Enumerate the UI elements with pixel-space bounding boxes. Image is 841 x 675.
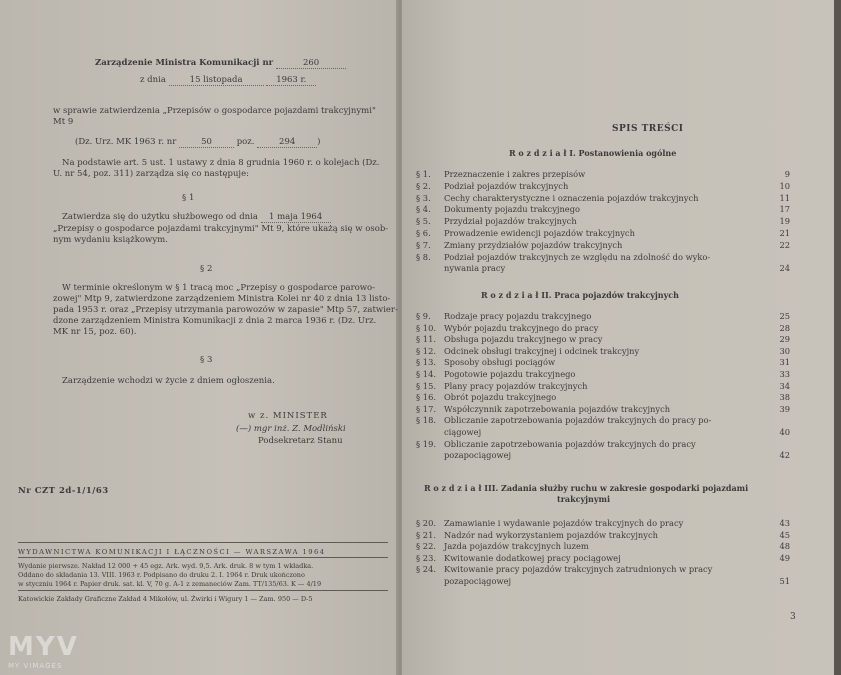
toc-entry-label: Przeznaczenie i zakres przepisów	[444, 169, 586, 179]
toc-entry-label: Współczynnik zapotrzebowania pojazdów trakcyjnych	[444, 403, 671, 414]
toc-section-number: § 11.	[416, 334, 436, 345]
toc-page-number: 43	[779, 518, 790, 528]
toc-page-number: 40	[779, 427, 790, 437]
paragraph-3-mark: § 3	[200, 355, 213, 365]
toc-entry-label: ciągowej	[444, 427, 482, 437]
toc-entry	[416, 357, 790, 367]
chapter-3-heading-line-2: trakcyjnymi	[557, 494, 611, 504]
toc-entry	[416, 252, 790, 262]
toc-page-number: 45	[779, 529, 790, 540]
toc-page-number: 34	[779, 380, 790, 391]
toc-section-number: § 23.	[416, 552, 436, 563]
paragraph-2-line-3: pada 1953 r. oraz „Przepisy utrzymania parowozów w zapasie" Mtp 57, zatwier-	[53, 305, 398, 315]
toc-section-number: § 13.	[416, 357, 436, 368]
ordinance-heading: Zarządzenie Ministra Komunikacji nr 260	[95, 58, 346, 69]
toc-entry	[416, 346, 790, 356]
toc-entry	[416, 450, 790, 460]
subject-line-2: Mt 9	[53, 117, 74, 127]
toc-page-number: 29	[779, 334, 790, 345]
toc-entry-label: Dokumenty pojazdu trakcyjnego	[444, 204, 581, 215]
paragraph-3-text: Zarządzenie wchodzi w życie z dniem ogłoszenia.	[62, 376, 275, 386]
toc-page-number: 25	[779, 311, 790, 321]
toc-page-number: 22	[779, 239, 790, 250]
toc-page-number: 11	[779, 192, 790, 203]
page-number: 3	[790, 612, 796, 622]
chapter-3-heading-line-1: R o z d z i a ł III. Zadania służby ruchu w zakresie gospodarki pojazdami	[424, 483, 749, 493]
toc-page-number: 17	[779, 204, 790, 215]
toc-page-number: 21	[779, 228, 790, 238]
toc-entry-label: Obsługa pojazdu trakcyjnego w pracy	[444, 334, 603, 345]
toc-entry-label: Cechy charakterystyczne i oznaczenia pojazdów trakcyjnych	[444, 192, 699, 203]
imprint-line-2: Oddano do składania 13. VIII. 1963 r. Podpisano do druku 2. I. 1964 r. Druk ukończono	[18, 571, 305, 579]
toc-entry	[416, 369, 790, 379]
toc-page-number: 9	[784, 169, 790, 179]
toc-entry-label: Kwitowanie dodatkowej pracy pociągowej	[444, 552, 621, 563]
page-edge	[834, 0, 841, 675]
toc-entry	[416, 181, 790, 191]
toc-section-number: § 18.	[416, 415, 436, 426]
toc-section-number: § 15.	[416, 380, 436, 391]
signature-line-3: Podsekretarz Stanu	[258, 436, 343, 446]
ordinance-date: z dnia 15 listopada 1963 r.	[140, 75, 316, 86]
toc-page-number: 24	[779, 263, 790, 274]
toc-section-number: § 4.	[416, 204, 431, 215]
toc-entry-label: Obliczanie zapotrzebowania pojazdów trakcyjnych do pracy	[444, 438, 696, 449]
toc-section-number: § 5.	[416, 216, 431, 227]
toc-entry	[416, 415, 790, 425]
dz-reference: (Dz. Urz. MK 1963 r. nr 50 poz. 294 )	[75, 137, 321, 147]
paragraph-2-line-2: zowej" Mtp 9, zatwierdzone zarządzeniem Ministra Kolei nr 40 z dnia 13 listo-	[53, 294, 391, 304]
toc-entry-label: Obliczanie zapotrzebowania pojazdów trakcyjnych do pracy po-	[444, 415, 712, 426]
toc-entry-label: Wybór pojazdu trakcyjnego do pracy	[444, 322, 599, 333]
toc-section-number: § 21.	[416, 529, 436, 540]
toc-section-number: § 3.	[416, 192, 431, 203]
toc-page-number: 39	[779, 403, 790, 414]
toc-page-number: 28	[779, 322, 790, 333]
toc-page-number: 48	[779, 541, 790, 552]
subject-line-1: w sprawie zatwierdzenia „Przepisów o gospodarce pojazdami trakcyjnymi"	[53, 106, 376, 116]
toc-page-number: 33	[779, 369, 790, 379]
paragraph-1-line-2: „Przepisy o gospodarce pojazdami trakcyjnymi" Mt 9, które ukażą się w osob-	[53, 224, 389, 234]
chapter-1-heading: R o z d z i a ł I. Postanowienia ogólne	[509, 148, 677, 158]
toc-entry-label: Kwitowanie pracy pojazdów trakcyjnych zatrudnionych w pracy	[444, 564, 713, 575]
toc-entry	[416, 427, 790, 437]
signature-line-1: w z. MINISTER	[248, 411, 328, 421]
toc-entry	[416, 439, 790, 449]
paragraph-1-mark: § 1	[182, 193, 195, 203]
toc-section-number: § 16.	[416, 392, 436, 403]
paragraph-2-mark: § 2	[200, 264, 213, 274]
toc-entry-label: Rodzaje pracy pojazdu trakcyjnego	[444, 311, 592, 321]
toc-entry	[416, 576, 790, 586]
toc-entry-label: Podział pojazdów trakcyjnych	[444, 180, 569, 191]
toc-section-number: § 2.	[416, 180, 431, 191]
toc-entry	[416, 240, 790, 250]
toc-entry	[416, 263, 790, 273]
imprint-line-1: Wydanie pierwsze. Nakład 12 000 + 45 egz. Ark. wyd. 9,5. Ark. druk. 8 w tym 1 wkładka.	[18, 562, 314, 570]
toc-section-number: § 1.	[416, 169, 431, 179]
watermark-logo: MYV MY VIMAGES	[8, 632, 79, 670]
signature-line-2: (—) mgr inż. Z. Modliński	[236, 424, 346, 434]
toc-entry-label: Nadzór nad wykorzystaniem pojazdów trakcyjnych	[444, 529, 658, 540]
toc-entry	[416, 193, 790, 203]
toc-entry-label: Pogotowie pojazdu trakcyjnego	[444, 369, 576, 379]
toc-page-number: 38	[779, 392, 790, 403]
publisher-line: WYDAWNICTWA KOMUNIKACJI I ŁĄCZNOŚCI — WARSZAWA 1964	[18, 548, 326, 556]
toc-entry-label: Przydział pojazdów trakcyjnych	[444, 216, 577, 227]
toc-page-number: 42	[779, 450, 790, 461]
toc-entry-label: Podział pojazdów trakcyjnych ze względu na zdolność do wyko-	[444, 251, 711, 262]
paragraph-1-line-1: Zatwierdza się do użytku służbowego od dnia 1 maja 1964	[62, 212, 331, 223]
paragraph-2-line-5: MK nr 15, poz. 60).	[53, 327, 137, 337]
document-code: Nr CZT 2d-1/1/63	[18, 486, 109, 496]
ordinance-number: 260	[276, 58, 346, 69]
toc-entry	[416, 381, 790, 391]
toc-page-number: 51	[779, 576, 790, 586]
toc-section-number: § 22.	[416, 541, 436, 552]
toc-entry	[416, 323, 790, 333]
toc-entry-label: Zmiany przydziałów pojazdów trakcyjnych	[444, 239, 623, 250]
imprint-rule-mid	[18, 557, 388, 558]
toc-section-number: § 12.	[416, 345, 436, 356]
toc-entry	[416, 311, 790, 321]
toc-entry	[416, 564, 790, 574]
toc-entry-label: Sposoby obsługi pociągów	[444, 357, 556, 368]
toc-entry	[416, 392, 790, 402]
imprint-rule-bottom	[18, 590, 388, 591]
toc-section-number: § 19.	[416, 438, 436, 449]
toc-page-number: 10	[779, 180, 790, 191]
toc-section-number: § 9.	[416, 311, 431, 321]
printer-line: Katowickie Zakłady Graficzne Zakład 4 Mikołów, ul. Żwirki i Wigury 1 — Zam. 950 — D-5	[18, 595, 313, 603]
toc-entry-label: Obrót pojazdu trakcyjnego	[444, 392, 557, 403]
toc-section-number: § 14.	[416, 369, 436, 379]
imprint-line-3: w styczniu 1964 r. Papier druk. sat. kl. V, 70 g. A-1 z zemaneciów Zam. TT/135/63. K — 4/19	[18, 580, 322, 588]
toc-entry	[416, 334, 790, 344]
toc-entry-label: pozapociągowej	[444, 576, 512, 586]
toc-entry-label: nywania pracy	[444, 263, 506, 274]
toc-entry-label: pozapociągowej	[444, 450, 512, 461]
toc-entry	[416, 541, 790, 551]
toc-entry-label: Odcinek obsługi trakcyjnej i odcinek trakcyjny	[444, 345, 640, 356]
toc-page-number: 30	[779, 345, 790, 356]
paragraph-2-line-1: W terminie określonym w § 1 tracą moc „Przepisy o gospodarce parowo-	[62, 283, 376, 293]
toc-section-number: § 10.	[416, 322, 436, 333]
toc-section-number: § 8.	[416, 251, 431, 262]
toc-entry	[416, 530, 790, 540]
toc-entry	[416, 518, 790, 528]
toc-section-number: § 24.	[416, 564, 436, 575]
imprint-rule-top	[18, 542, 388, 543]
toc-page-number: 49	[779, 552, 790, 563]
toc-section-number: § 17.	[416, 403, 436, 414]
chapter-2-heading: R o z d z i a ł II. Praca pojazdów trakcyjnych	[481, 290, 679, 300]
toc-entry	[416, 228, 790, 238]
toc-section-number: § 20.	[416, 518, 436, 528]
toc-section-number: § 6.	[416, 228, 431, 238]
paragraph-1-line-3: nym wydaniu książkowym.	[53, 235, 168, 245]
preamble-line-2: U. nr 54, poz. 311) zarządza się co następuje:	[53, 169, 249, 179]
toc-entry	[416, 204, 790, 214]
toc-title: SPIS TREŚCI	[612, 124, 684, 134]
toc-page-number: 31	[779, 357, 790, 368]
preamble-line-1: Na podstawie art. 5 ust. 1 ustawy z dnia 8 grudnia 1960 r. o kolejach (Dz.	[62, 158, 380, 168]
toc-entry-label: Zamawianie i wydawanie pojazdów trakcyjnych do pracy	[444, 518, 684, 528]
toc-entry-label: Prowadzenie ewidencji pojazdów trakcyjnych	[444, 228, 635, 238]
toc-entry	[416, 169, 790, 179]
toc-entry	[416, 553, 790, 563]
toc-section-number: § 7.	[416, 239, 431, 250]
paragraph-2-line-4: dzone zarządzeniem Ministra Komunikacji z dnia 2 marca 1936 r. (Dz. Urz.	[53, 316, 377, 326]
toc-page-number: 19	[779, 216, 790, 227]
toc-entry	[416, 216, 790, 226]
toc-entry	[416, 404, 790, 414]
toc-entry-label: Jazda pojazdów trakcyjnych luzem	[444, 541, 589, 552]
toc-entry-label: Plany pracy pojazdów trakcyjnych	[444, 380, 588, 391]
